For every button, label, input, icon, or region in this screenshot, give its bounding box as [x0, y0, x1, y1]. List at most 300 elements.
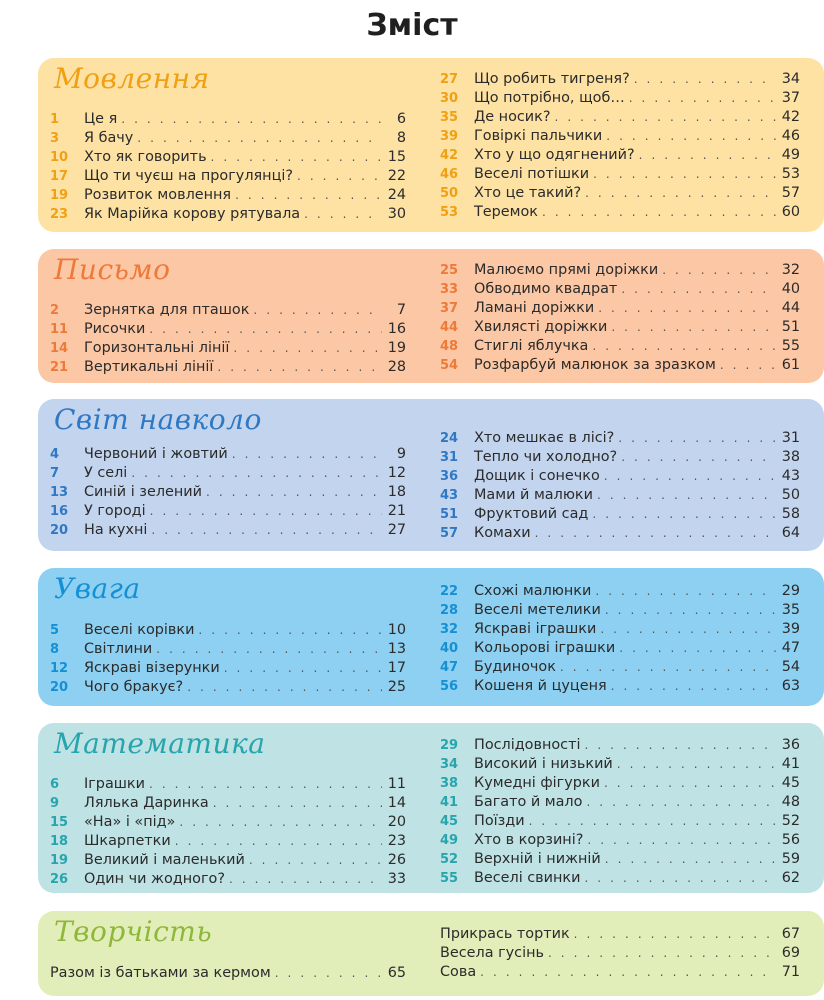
- page-number: 9: [396, 446, 406, 462]
- toc-column-left: [50, 110, 406, 224]
- page-number: 50: [781, 487, 800, 503]
- page-number: 7: [396, 302, 406, 318]
- entry-title: Хто у що одягнений?: [474, 147, 635, 163]
- dot-leader: [131, 464, 382, 483]
- lesson-number: 56: [440, 679, 459, 694]
- dot-leader: [617, 755, 776, 774]
- toc-entry[interactable]: [440, 318, 800, 337]
- entry-title: Розфарбуй малюнок за зразком: [474, 357, 716, 373]
- toc-entry[interactable]: [440, 448, 800, 467]
- entry-title: Мами й малюки: [474, 487, 593, 503]
- section-title: Увага: [54, 572, 141, 605]
- toc-column-left: [50, 445, 406, 540]
- page-number: 18: [387, 484, 406, 500]
- page-number: 64: [781, 525, 800, 541]
- dot-leader: [224, 659, 382, 678]
- page-number: 40: [781, 281, 800, 297]
- toc-entry[interactable]: [440, 467, 800, 486]
- entry-title: Хто в корзині?: [474, 832, 584, 848]
- lesson-number: 29: [440, 738, 459, 753]
- toc-entry[interactable]: [440, 677, 800, 696]
- entry-title: Ламані доріжки: [474, 300, 595, 316]
- toc-column-right: [440, 582, 800, 696]
- dot-leader: [137, 129, 382, 148]
- toc-column-left: [50, 301, 406, 377]
- dot-leader: [621, 448, 776, 467]
- page-number: 61: [781, 357, 800, 373]
- page-number: 29: [781, 583, 800, 599]
- lesson-number: 48: [440, 339, 459, 354]
- lesson-number: 53: [440, 205, 459, 220]
- page-number: 71: [781, 964, 800, 980]
- lesson-number: 11: [50, 322, 69, 337]
- page-number: 11: [387, 776, 406, 792]
- dot-leader: [585, 184, 776, 203]
- dot-leader: [151, 521, 382, 540]
- entry-title: Послідовності: [474, 737, 581, 753]
- toc-column-left: [50, 775, 406, 889]
- section-uvaha: [38, 568, 824, 706]
- entry-title: Кольорові іграшки: [474, 640, 616, 656]
- lesson-number: 10: [50, 150, 69, 165]
- page-number: 62: [781, 870, 800, 886]
- dot-leader: [605, 601, 776, 620]
- lesson-number: 14: [50, 341, 69, 356]
- toc-entry[interactable]: [440, 146, 800, 165]
- entry-title: Світлини: [84, 641, 153, 657]
- dot-leader: [587, 831, 776, 850]
- section-title: Творчість: [54, 915, 213, 948]
- lesson-number: 4: [50, 447, 60, 462]
- lesson-number: 44: [440, 320, 459, 335]
- toc-entry[interactable]: [50, 851, 406, 870]
- lesson-number: 3: [50, 131, 60, 146]
- entry-title: Вертикальні лінії: [84, 359, 214, 375]
- toc-entry[interactable]: [50, 445, 406, 464]
- toc-column-left: [50, 621, 406, 697]
- entry-title: Яскраві візерунки: [84, 660, 220, 676]
- entry-title: Теремок: [474, 204, 538, 220]
- section-title: Письмо: [54, 253, 171, 286]
- toc-entry[interactable]: [50, 339, 406, 358]
- dot-leader: [229, 870, 382, 889]
- dot-leader: [232, 445, 382, 464]
- toc-entry[interactable]: [50, 832, 406, 851]
- lesson-number: 25: [440, 263, 459, 278]
- toc-entry[interactable]: [50, 775, 406, 794]
- dot-leader: [213, 794, 382, 813]
- lesson-number: 54: [440, 358, 459, 373]
- lesson-number: 57: [440, 526, 459, 541]
- entry-title: Це я: [84, 111, 118, 127]
- toc-entry[interactable]: [440, 831, 800, 850]
- page-number: 55: [781, 338, 800, 354]
- entry-title: Червоний і жовтий: [84, 446, 228, 462]
- entry-title: Багато й мало: [474, 794, 583, 810]
- lesson-number: 19: [50, 853, 69, 868]
- lesson-number: 37: [440, 301, 459, 316]
- toc-entry[interactable]: [440, 89, 800, 108]
- toc-entry[interactable]: [50, 483, 406, 502]
- entry-title: Синій і зелений: [84, 484, 202, 500]
- lesson-number: 49: [440, 833, 459, 848]
- page-number: 21: [387, 503, 406, 519]
- toc-entry[interactable]: [440, 337, 800, 356]
- dot-leader: [600, 620, 776, 639]
- dot-leader: [593, 165, 776, 184]
- lesson-number: 50: [440, 186, 459, 201]
- dot-leader: [217, 358, 382, 377]
- entry-title: Разом із батьками за кермом: [50, 965, 271, 981]
- dot-leader: [592, 505, 776, 524]
- page-number: 10: [387, 622, 406, 638]
- toc-entry[interactable]: [440, 963, 800, 982]
- entry-title: Поїзди: [474, 813, 525, 829]
- toc-entry[interactable]: [440, 755, 800, 774]
- entry-title: Сова: [440, 964, 477, 980]
- page-number: 33: [387, 871, 406, 887]
- entry-title: Рисочки: [84, 321, 146, 337]
- lesson-number: 33: [440, 282, 459, 297]
- lesson-number: 55: [440, 871, 459, 886]
- lesson-number: 9: [50, 796, 60, 811]
- page-number: 6: [396, 111, 406, 127]
- lesson-number: 47: [440, 660, 459, 675]
- toc-entry[interactable]: [50, 186, 406, 205]
- dot-leader: [604, 774, 776, 793]
- entry-title: Хто мешкає в лісі?: [474, 430, 615, 446]
- dot-leader: [304, 205, 382, 224]
- dot-leader: [720, 356, 776, 375]
- page-number: 44: [781, 300, 800, 316]
- entry-title: Хто це такий?: [474, 185, 582, 201]
- dot-leader: [198, 621, 382, 640]
- lesson-number: 45: [440, 814, 459, 829]
- page-number: 63: [781, 678, 800, 694]
- dot-leader: [619, 639, 776, 658]
- page-number: 51: [781, 319, 800, 335]
- page-number: 49: [781, 147, 800, 163]
- page-number: 53: [781, 166, 800, 182]
- lesson-number: 28: [440, 603, 459, 618]
- page-number: 58: [781, 506, 800, 522]
- toc-entry[interactable]: [50, 301, 406, 320]
- entry-title: Розвиток мовлення: [84, 187, 232, 203]
- toc-entry[interactable]: [440, 505, 800, 524]
- entry-title: Що робить тигреня?: [474, 71, 630, 87]
- entry-title: Кумедні фігурки: [474, 775, 600, 791]
- page-number: 36: [781, 737, 800, 753]
- entry-title: Горизонтальні лінії: [84, 340, 230, 356]
- toc-entry[interactable]: [440, 356, 800, 375]
- page-number: 54: [781, 659, 800, 675]
- toc-entry[interactable]: [50, 794, 406, 813]
- entry-title: Веселі потішки: [474, 166, 590, 182]
- toc-entry[interactable]: [440, 108, 800, 127]
- entry-title: Хвилясті доріжки: [474, 319, 608, 335]
- page-number: 28: [387, 359, 406, 375]
- section-pysmo: [38, 249, 824, 383]
- toc-column-right: [440, 70, 800, 222]
- dot-leader: [529, 812, 776, 831]
- dot-leader: [611, 677, 776, 696]
- entry-title: Яскраві іграшки: [474, 621, 597, 637]
- page-number: 69: [781, 945, 800, 961]
- toc-entry[interactable]: [440, 944, 800, 963]
- page-number: 22: [387, 168, 406, 184]
- entry-title: Говіркі пальчики: [474, 128, 603, 144]
- toc-column-left: [50, 964, 406, 983]
- entry-title: Чого бракує?: [84, 679, 184, 695]
- entry-title: Хто як говорить: [84, 149, 207, 165]
- lesson-number: 5: [50, 623, 60, 638]
- page-number: 67: [781, 926, 800, 942]
- toc-entry[interactable]: [440, 582, 800, 601]
- dot-leader: [121, 110, 382, 129]
- toc-entry[interactable]: [440, 925, 800, 944]
- dot-leader: [542, 203, 776, 222]
- dot-leader: [584, 736, 776, 755]
- dot-leader: [480, 963, 776, 982]
- toc-entry[interactable]: [440, 127, 800, 146]
- dot-leader: [598, 299, 776, 318]
- dot-leader: [233, 339, 382, 358]
- toc-entry[interactable]: [440, 184, 800, 203]
- toc-entry[interactable]: [440, 429, 800, 448]
- entry-title: Де носик?: [474, 109, 551, 125]
- dot-leader: [621, 280, 776, 299]
- page-number: 31: [781, 430, 800, 446]
- entry-title: Що потрібно, щоб…: [474, 90, 625, 106]
- toc-entry[interactable]: [440, 812, 800, 831]
- toc-column-right: [440, 261, 800, 375]
- dot-leader: [535, 524, 776, 543]
- toc-entry[interactable]: [440, 524, 800, 543]
- lesson-number: 17: [50, 169, 69, 184]
- toc-entry[interactable]: [50, 659, 406, 678]
- lesson-number: 51: [440, 507, 459, 522]
- lesson-number: 42: [440, 148, 459, 163]
- entry-title: Верхній і нижній: [474, 851, 601, 867]
- entry-title: Шкарпетки: [84, 833, 171, 849]
- lesson-number: 20: [50, 680, 69, 695]
- toc-entry[interactable]: [50, 464, 406, 483]
- dot-leader: [592, 337, 776, 356]
- page-number: 34: [781, 71, 800, 87]
- lesson-number: 31: [440, 450, 459, 465]
- toc-entry[interactable]: [50, 813, 406, 832]
- toc-entry[interactable]: [440, 869, 800, 888]
- entry-title: Що ти чуєш на прогулянці?: [84, 168, 294, 184]
- page-number: 32: [781, 262, 800, 278]
- lesson-number: 2: [50, 303, 60, 318]
- toc-entry[interactable]: [440, 203, 800, 222]
- page-number: 13: [387, 641, 406, 657]
- toc-entry[interactable]: [440, 261, 800, 280]
- lesson-number: 24: [440, 431, 459, 446]
- entry-title: «На» і «під»: [84, 814, 176, 830]
- toc-entry[interactable]: [50, 870, 406, 889]
- toc-entry[interactable]: [50, 110, 406, 129]
- toc-entry[interactable]: [50, 358, 406, 377]
- page-number: 65: [387, 965, 406, 981]
- page-number: 27: [387, 522, 406, 538]
- toc-entry[interactable]: [440, 299, 800, 318]
- lesson-number: 19: [50, 188, 69, 203]
- entry-title: Як Марійка корову рятувала: [84, 206, 301, 222]
- section-svit: [38, 399, 824, 551]
- dot-leader: [611, 318, 776, 337]
- dot-leader: [179, 813, 382, 832]
- dot-leader: [634, 70, 776, 89]
- page-number: 19: [387, 340, 406, 356]
- dot-leader: [606, 127, 776, 146]
- page-number: 23: [387, 833, 406, 849]
- dot-leader: [586, 793, 776, 812]
- entry-title: Зернятка для пташок: [84, 302, 250, 318]
- toc-entry[interactable]: [50, 502, 406, 521]
- lesson-number: 52: [440, 852, 459, 867]
- toc-entry[interactable]: [440, 486, 800, 505]
- entry-title: Стиглі яблучка: [474, 338, 589, 354]
- toc-entry[interactable]: [50, 129, 406, 148]
- lesson-number: 27: [440, 72, 459, 87]
- entry-title: У городі: [84, 503, 146, 519]
- entry-title: Схожі малюнки: [474, 583, 592, 599]
- lesson-number: 46: [440, 167, 459, 182]
- dot-leader: [249, 851, 382, 870]
- page-number: 38: [781, 449, 800, 465]
- dot-leader: [275, 964, 382, 983]
- page-number: 59: [781, 851, 800, 867]
- page-number: 47: [781, 640, 800, 656]
- toc-entry[interactable]: [440, 793, 800, 812]
- page-number: 37: [781, 90, 800, 106]
- lesson-number: 39: [440, 129, 459, 144]
- lesson-number: 18: [50, 834, 69, 849]
- toc-entry[interactable]: [440, 658, 800, 677]
- dot-leader: [253, 301, 382, 320]
- entry-title: Іграшки: [84, 776, 145, 792]
- toc-entry[interactable]: [440, 165, 800, 184]
- toc-column-right: [440, 925, 800, 982]
- entry-title: Дощик і сонечко: [474, 468, 600, 484]
- page-number: 14: [387, 795, 406, 811]
- toc-entry[interactable]: [440, 601, 800, 620]
- page-number: 43: [781, 468, 800, 484]
- dot-leader: [574, 925, 776, 944]
- lesson-number: 8: [50, 642, 60, 657]
- toc-entry[interactable]: [50, 148, 406, 167]
- lesson-number: 40: [440, 641, 459, 656]
- toc-entry[interactable]: [50, 640, 406, 659]
- lesson-number: 15: [50, 815, 69, 830]
- lesson-number: 36: [440, 469, 459, 484]
- page-number: 52: [781, 813, 800, 829]
- lesson-number: 1: [50, 112, 60, 127]
- page-number: 35: [781, 602, 800, 618]
- entry-title: Я бачу: [84, 130, 134, 146]
- entry-title: Комахи: [474, 525, 531, 541]
- dot-leader: [149, 320, 382, 339]
- toc-entry[interactable]: [50, 320, 406, 339]
- page-number: 42: [781, 109, 800, 125]
- section-title: Мовлення: [54, 62, 210, 95]
- section-movlennia: [38, 58, 824, 232]
- entry-title: Тепло чи холодно?: [474, 449, 618, 465]
- page-number: 26: [387, 852, 406, 868]
- dot-leader: [597, 486, 776, 505]
- toc-column-right: [440, 736, 800, 888]
- dot-leader: [595, 582, 776, 601]
- lesson-number: 6: [50, 777, 60, 792]
- toc-entry[interactable]: [50, 521, 406, 540]
- entry-title: Будиночок: [474, 659, 556, 675]
- page-number: 24: [387, 187, 406, 203]
- toc-entry[interactable]: [440, 639, 800, 658]
- section-title: Математика: [54, 727, 266, 760]
- toc-entry[interactable]: [50, 964, 406, 983]
- entry-title: Високий і низький: [474, 756, 613, 772]
- toc-entry[interactable]: [440, 850, 800, 869]
- page-number: 41: [781, 756, 800, 772]
- toc-entry[interactable]: [50, 621, 406, 640]
- lesson-number: 16: [50, 504, 69, 519]
- dot-leader: [554, 108, 776, 127]
- dot-leader: [149, 775, 382, 794]
- page-number: 45: [781, 775, 800, 791]
- page-number: 12: [387, 465, 406, 481]
- toc-entry[interactable]: [440, 620, 800, 639]
- toc-entry[interactable]: [50, 678, 406, 697]
- entry-title: Веселі корівки: [84, 622, 195, 638]
- page-number: 25: [387, 679, 406, 695]
- dot-leader: [629, 89, 776, 108]
- entry-title: Веселі метелики: [474, 602, 601, 618]
- page-number: 15: [387, 149, 406, 165]
- entry-title: Веселі свинки: [474, 870, 581, 886]
- page-number: 17: [387, 660, 406, 676]
- dot-leader: [211, 148, 382, 167]
- dot-leader: [618, 429, 776, 448]
- dot-leader: [156, 640, 382, 659]
- entry-title: Малюємо прямі доріжки: [474, 262, 659, 278]
- dot-leader: [150, 502, 382, 521]
- entry-title: Весела гусінь: [440, 945, 544, 961]
- lesson-number: 22: [440, 584, 459, 599]
- dot-leader: [297, 167, 382, 186]
- entry-title: Великий і маленький: [84, 852, 245, 868]
- lesson-number: 34: [440, 757, 459, 772]
- lesson-number: 7: [50, 466, 60, 481]
- toc-entry[interactable]: [50, 205, 406, 224]
- toc-entry[interactable]: [440, 736, 800, 755]
- entry-title: Кошеня й цуценя: [474, 678, 607, 694]
- page-title: Зміст: [366, 8, 458, 43]
- page-number: 60: [781, 204, 800, 220]
- entry-title: Прикрась тортик: [440, 926, 570, 942]
- page-number: 20: [387, 814, 406, 830]
- toc-entry[interactable]: [440, 280, 800, 299]
- dot-leader: [548, 944, 776, 963]
- toc-entry[interactable]: [440, 70, 800, 89]
- page-number: 39: [781, 621, 800, 637]
- section-tvorchist: [38, 911, 824, 996]
- toc-entry[interactable]: [440, 774, 800, 793]
- dot-leader: [604, 467, 776, 486]
- lesson-number: 35: [440, 110, 459, 125]
- toc-entry[interactable]: [50, 167, 406, 186]
